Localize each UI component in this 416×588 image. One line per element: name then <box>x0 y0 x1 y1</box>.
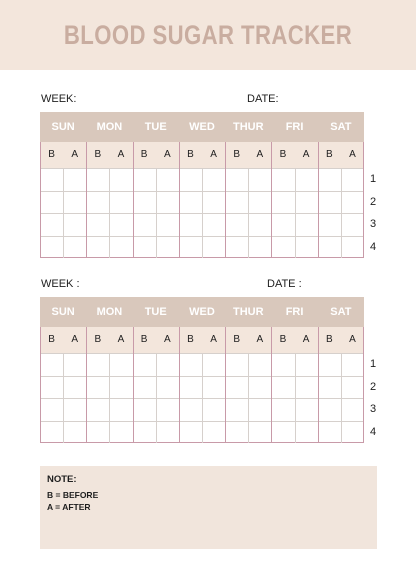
day-divider <box>179 142 180 168</box>
before-label: B <box>94 149 102 160</box>
before-label: B <box>187 334 194 345</box>
reading-cell[interactable] <box>318 421 341 444</box>
reading-cell[interactable] <box>341 398 364 421</box>
reading-cell[interactable] <box>179 398 202 421</box>
row-number: 4 <box>369 240 377 253</box>
day-header: SAT <box>330 306 352 318</box>
row-number: 2 <box>369 195 377 208</box>
reading-cell[interactable] <box>63 191 86 214</box>
reading-cell[interactable] <box>248 398 271 421</box>
day-divider <box>40 142 41 168</box>
reading-cell[interactable] <box>225 191 248 214</box>
reading-cell[interactable] <box>179 213 202 236</box>
before-label: B <box>325 149 333 160</box>
day-header-row <box>40 112 364 142</box>
day-divider <box>271 142 272 168</box>
reading-cell[interactable] <box>156 398 179 421</box>
week-label: WEEK : <box>41 278 80 290</box>
after-label: A <box>210 149 217 160</box>
reading-cell[interactable] <box>40 236 63 259</box>
reading-cell[interactable] <box>40 376 63 399</box>
reading-cell[interactable] <box>40 191 63 214</box>
reading-cell[interactable] <box>109 353 132 376</box>
reading-cell[interactable] <box>109 398 132 421</box>
reading-cell[interactable] <box>86 236 109 259</box>
reading-cell[interactable] <box>40 168 63 191</box>
reading-cell[interactable] <box>156 191 179 214</box>
reading-cell[interactable] <box>109 421 132 444</box>
reading-grid <box>40 168 377 258</box>
reading-cell[interactable] <box>179 236 202 259</box>
reading-cell[interactable] <box>86 353 109 376</box>
reading-cell[interactable] <box>295 191 318 214</box>
after-label: A <box>117 149 125 160</box>
reading-cell[interactable] <box>179 191 202 214</box>
day-header: SAT <box>330 121 352 133</box>
reading-cell[interactable] <box>109 168 132 191</box>
before-after-row <box>40 327 364 353</box>
reading-cell[interactable] <box>341 376 364 399</box>
reading-cell[interactable] <box>271 236 294 259</box>
header-band <box>0 0 416 70</box>
day-header: MON <box>96 121 123 133</box>
day-divider <box>40 327 41 353</box>
after-label: A <box>256 334 264 345</box>
after-label: A <box>210 334 217 345</box>
row-number: 4 <box>369 425 377 438</box>
day-divider <box>179 327 180 353</box>
after-label: A <box>349 149 356 160</box>
reading-cell[interactable] <box>40 353 63 376</box>
reading-cell[interactable] <box>295 376 318 399</box>
reading-cell[interactable] <box>271 353 294 376</box>
reading-cell[interactable] <box>86 376 109 399</box>
before-label: B <box>279 149 287 160</box>
reading-cell[interactable] <box>318 376 341 399</box>
before-label: B <box>233 149 241 160</box>
reading-cell[interactable] <box>225 168 248 191</box>
reading-cell[interactable] <box>63 236 86 259</box>
before-label: B <box>325 334 333 345</box>
after-label: A <box>349 334 356 345</box>
day-divider <box>225 142 226 168</box>
reading-cell[interactable] <box>63 398 86 421</box>
reading-cell[interactable] <box>202 421 225 444</box>
after-label: A <box>117 334 125 345</box>
day-header: FRI <box>285 121 304 133</box>
reading-cell[interactable] <box>156 376 179 399</box>
day-header: TUE <box>144 121 167 133</box>
row-number: 2 <box>369 380 377 393</box>
day-header: MON <box>96 306 123 318</box>
day-divider <box>86 142 87 168</box>
reading-cell[interactable] <box>318 168 341 191</box>
day-header: THUR <box>233 121 264 133</box>
reading-cell[interactable] <box>225 421 248 444</box>
date-label: DATE : <box>267 278 302 290</box>
reading-grid <box>40 353 377 443</box>
reading-cell[interactable] <box>225 376 248 399</box>
reading-cell[interactable] <box>40 213 63 236</box>
day-header: THUR <box>233 306 264 318</box>
before-label: B <box>140 334 148 345</box>
day-divider <box>133 142 134 168</box>
before-label: B <box>94 334 102 345</box>
reading-cell[interactable] <box>40 421 63 444</box>
before-after-row <box>40 142 364 168</box>
reading-cell[interactable] <box>248 353 271 376</box>
reading-cell[interactable] <box>63 421 86 444</box>
reading-cell[interactable] <box>341 213 364 236</box>
reading-cell[interactable] <box>156 236 179 259</box>
day-divider <box>225 327 226 353</box>
day-header: SUN <box>51 121 75 133</box>
reading-cell[interactable] <box>86 213 109 236</box>
day-divider <box>363 142 364 168</box>
reading-cell[interactable] <box>179 168 202 191</box>
reading-cell[interactable] <box>86 191 109 214</box>
reading-cell[interactable] <box>133 168 156 191</box>
date-label: DATE: <box>247 93 279 105</box>
reading-cell[interactable] <box>248 168 271 191</box>
reading-cell[interactable] <box>295 213 318 236</box>
reading-cell[interactable] <box>225 213 248 236</box>
reading-cell[interactable] <box>248 236 271 259</box>
reading-cell[interactable] <box>133 353 156 376</box>
day-divider <box>363 327 364 353</box>
reading-cell[interactable] <box>156 421 179 444</box>
after-label: A <box>71 334 79 345</box>
reading-cell[interactable] <box>295 168 318 191</box>
reading-cell[interactable] <box>271 168 294 191</box>
reading-cell[interactable] <box>133 191 156 214</box>
day-header: SUN <box>51 306 75 318</box>
reading-cell[interactable] <box>156 213 179 236</box>
before-label: B <box>279 334 287 345</box>
reading-cell[interactable] <box>109 191 132 214</box>
reading-cell[interactable] <box>248 191 271 214</box>
day-header: TUE <box>144 306 167 318</box>
reading-cell[interactable] <box>202 191 225 214</box>
reading-cell[interactable] <box>295 398 318 421</box>
before-label: B <box>48 149 55 160</box>
after-label: A <box>163 334 171 345</box>
reading-cell[interactable] <box>86 168 109 191</box>
reading-cell[interactable] <box>248 376 271 399</box>
row-number: 3 <box>369 403 377 415</box>
reading-cell[interactable] <box>109 376 132 399</box>
reading-cell[interactable] <box>63 376 86 399</box>
reading-cell[interactable] <box>202 213 225 236</box>
reading-cell[interactable] <box>202 376 225 399</box>
reading-cell[interactable] <box>225 236 248 259</box>
note-title: NOTE: <box>47 474 77 485</box>
reading-cell[interactable] <box>179 376 202 399</box>
reading-cell[interactable] <box>86 421 109 444</box>
reading-cell[interactable] <box>318 213 341 236</box>
row-number: 1 <box>369 358 377 370</box>
day-divider <box>271 327 272 353</box>
note-line-before: B = BEFORE <box>47 490 99 500</box>
before-label: B <box>48 334 55 345</box>
reading-cell[interactable] <box>225 398 248 421</box>
reading-cell[interactable] <box>202 168 225 191</box>
reading-cell[interactable] <box>248 213 271 236</box>
reading-cell[interactable] <box>318 353 341 376</box>
reading-cell[interactable] <box>63 168 86 191</box>
after-label: A <box>163 149 171 160</box>
note-box <box>40 466 377 549</box>
day-divider <box>318 327 319 353</box>
reading-cell[interactable] <box>318 398 341 421</box>
before-label: B <box>187 149 194 160</box>
page-title: BLOOD SUGAR TRACKER <box>63 20 353 50</box>
day-header: WED <box>189 306 215 318</box>
reading-cell[interactable] <box>295 236 318 259</box>
after-label: A <box>302 149 310 160</box>
reading-cell[interactable] <box>318 236 341 259</box>
reading-cell[interactable] <box>133 398 156 421</box>
after-label: A <box>71 149 79 160</box>
reading-cell[interactable] <box>271 191 294 214</box>
reading-cell[interactable] <box>179 353 202 376</box>
reading-cell[interactable] <box>156 353 179 376</box>
week-label: WEEK: <box>41 93 77 105</box>
reading-cell[interactable] <box>40 398 63 421</box>
reading-cell[interactable] <box>109 213 132 236</box>
reading-cell[interactable] <box>248 421 271 444</box>
note-line-after: A = AFTER <box>47 502 91 512</box>
after-label: A <box>256 149 264 160</box>
reading-cell[interactable] <box>225 353 248 376</box>
day-divider <box>318 142 319 168</box>
reading-cell[interactable] <box>295 421 318 444</box>
reading-cell[interactable] <box>156 168 179 191</box>
day-header: WED <box>189 121 215 133</box>
after-label: A <box>302 334 310 345</box>
row-number: 1 <box>369 173 377 185</box>
reading-cell[interactable] <box>341 191 364 214</box>
day-divider <box>133 327 134 353</box>
reading-cell[interactable] <box>63 353 86 376</box>
day-divider <box>86 327 87 353</box>
reading-cell[interactable] <box>109 236 132 259</box>
reading-cell[interactable] <box>341 421 364 444</box>
reading-cell[interactable] <box>179 421 202 444</box>
reading-cell[interactable] <box>271 213 294 236</box>
before-label: B <box>233 334 241 345</box>
reading-cell[interactable] <box>133 376 156 399</box>
reading-cell[interactable] <box>202 398 225 421</box>
reading-cell[interactable] <box>341 236 364 259</box>
reading-cell[interactable] <box>202 353 225 376</box>
reading-cell[interactable] <box>133 213 156 236</box>
row-number: 3 <box>369 218 377 230</box>
reading-cell[interactable] <box>271 376 294 399</box>
reading-cell[interactable] <box>271 398 294 421</box>
day-header: FRI <box>285 306 304 318</box>
reading-cell[interactable] <box>133 421 156 444</box>
reading-cell[interactable] <box>133 236 156 259</box>
day-header-row <box>40 297 364 327</box>
reading-cell[interactable] <box>271 421 294 444</box>
reading-cell[interactable] <box>295 353 318 376</box>
reading-cell[interactable] <box>341 168 364 191</box>
reading-cell[interactable] <box>86 398 109 421</box>
reading-cell[interactable] <box>341 353 364 376</box>
reading-cell[interactable] <box>318 191 341 214</box>
reading-cell[interactable] <box>63 213 86 236</box>
before-label: B <box>140 149 148 160</box>
reading-cell[interactable] <box>202 236 225 259</box>
